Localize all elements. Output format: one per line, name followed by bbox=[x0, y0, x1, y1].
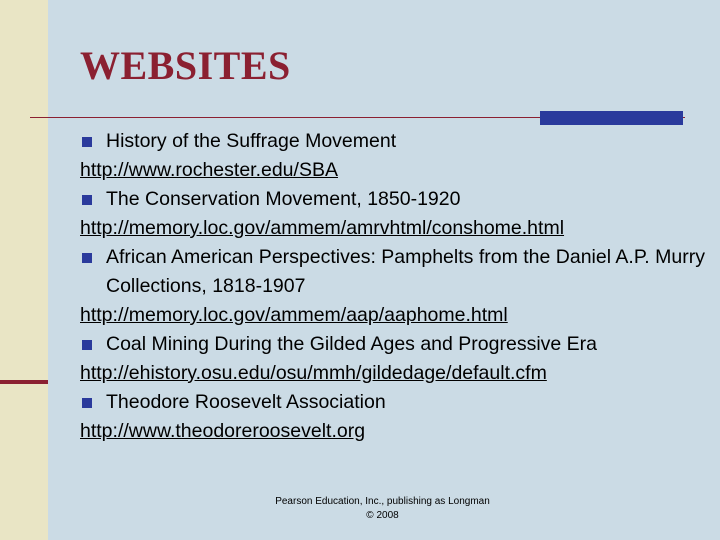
website-link[interactable]: http://www.rochester.edu/SBA bbox=[80, 159, 338, 181]
list-item bbox=[80, 330, 705, 359]
footer-copyright: © 2008 bbox=[366, 510, 399, 521]
list-item-text: Theodore Roosevelt Association bbox=[106, 391, 386, 413]
square-bullet-icon bbox=[82, 253, 92, 263]
slide-footer bbox=[240, 495, 525, 523]
list-item bbox=[80, 185, 705, 214]
slide-content bbox=[80, 127, 705, 446]
list-item bbox=[80, 127, 705, 156]
list-item-text: African American Perspectives: Pamphelts from the Daniel A.P. Murry Collections, 1818-1907 bbox=[106, 246, 705, 297]
square-bullet-icon bbox=[82, 195, 92, 205]
website-link[interactable]: http://memory.loc.gov/ammem/amrvhtml/conshome.html bbox=[80, 217, 565, 239]
list-item-text: Coal Mining During the Gilded Ages and Progressive Era bbox=[106, 333, 598, 355]
left-decorative-band bbox=[0, 0, 48, 540]
square-bullet-icon bbox=[82, 398, 92, 408]
website-link[interactable]: http://memory.loc.gov/ammem/aap/aaphome.html bbox=[80, 304, 508, 326]
list-item bbox=[80, 243, 705, 301]
website-link[interactable]: http://www.theodoreroosevelt.org bbox=[80, 420, 366, 442]
square-bullet-icon bbox=[82, 340, 92, 350]
left-band-accent-rule bbox=[0, 380, 48, 384]
square-bullet-icon bbox=[82, 137, 92, 147]
list-item bbox=[80, 388, 705, 417]
list-item-text: History of the Suffrage Movement bbox=[106, 130, 397, 152]
slide-title: WEBSITES bbox=[80, 43, 291, 88]
website-link[interactable]: http://ehistory.osu.edu/osu/mmh/gildedage/default.cfm bbox=[80, 362, 547, 384]
list-item-text: The Conservation Movement, 1850-1920 bbox=[106, 188, 461, 210]
footer-publisher: Pearson Education, Inc., publishing as Longman bbox=[275, 496, 490, 507]
title-divider-accent-bar bbox=[540, 111, 683, 125]
